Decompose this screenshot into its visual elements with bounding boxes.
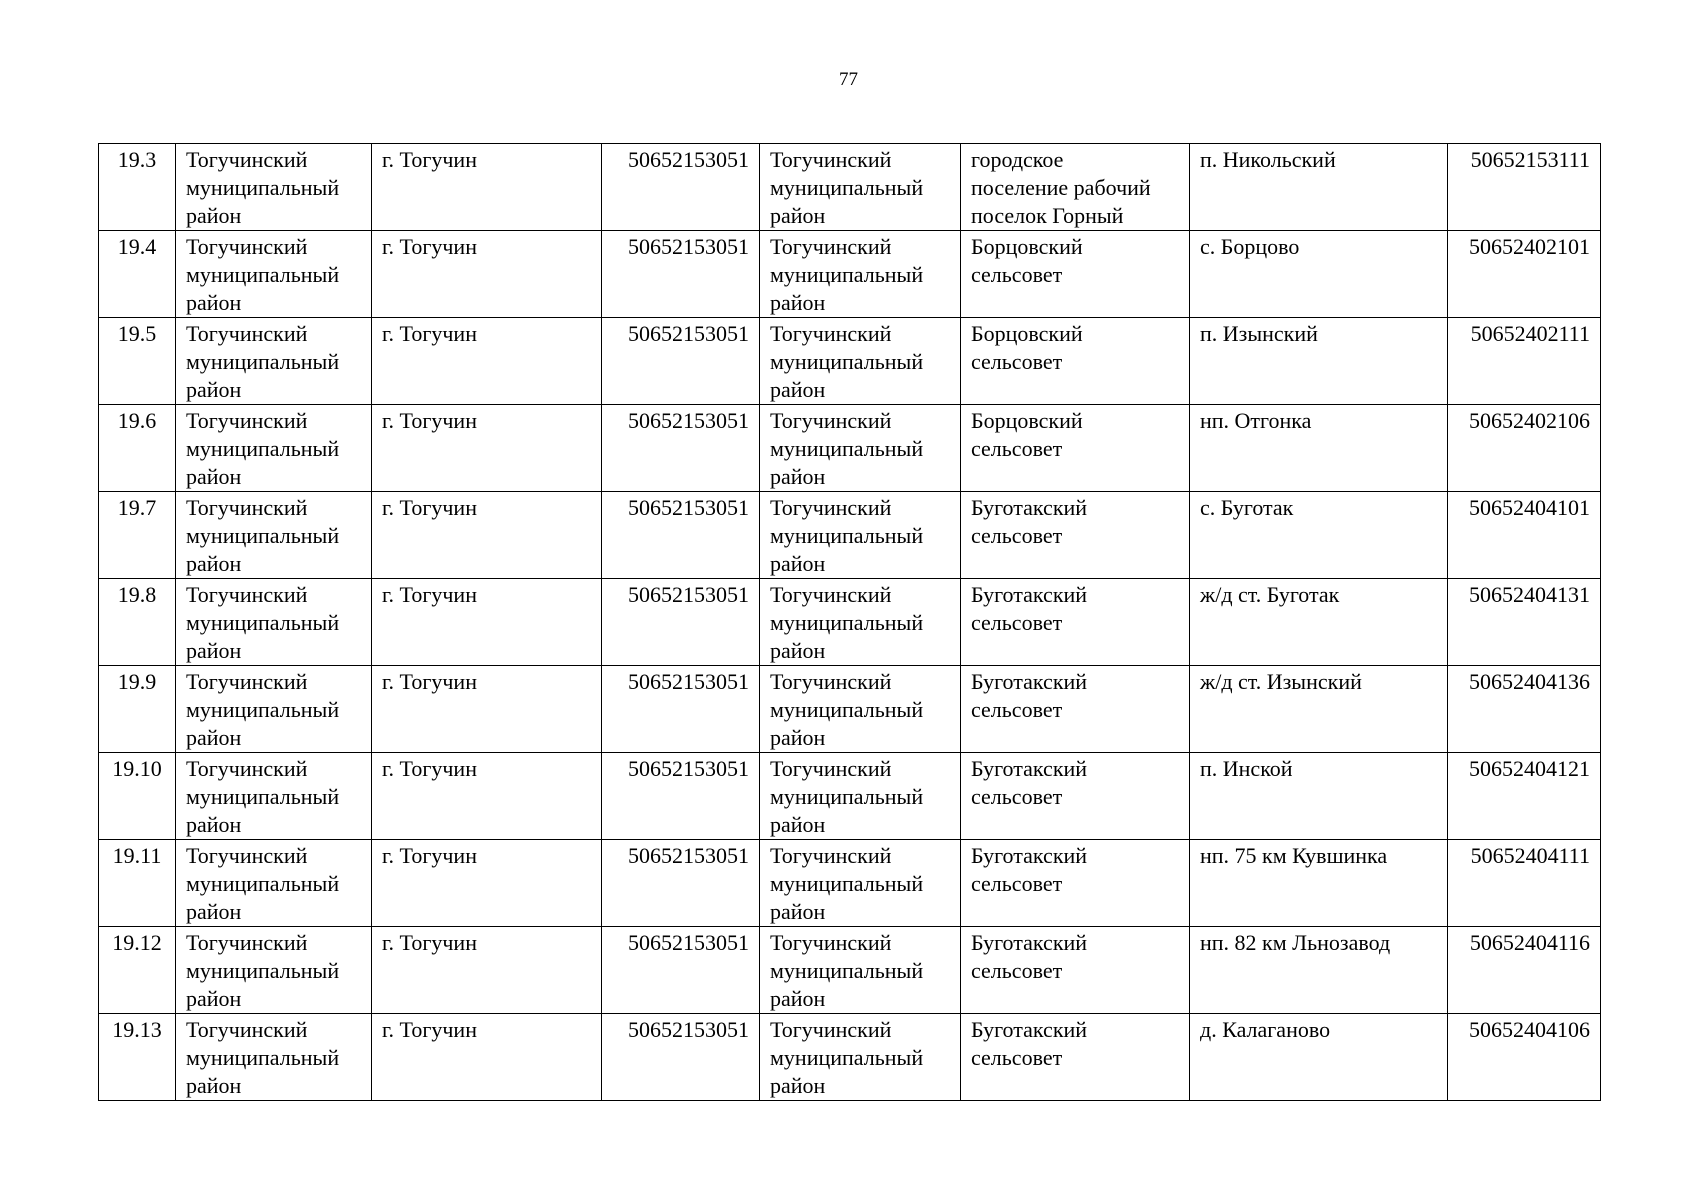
table-row [99, 405, 1601, 492]
table-row [99, 318, 1601, 405]
cell-text-line: Буготакский [971, 843, 1088, 868]
admin-center-code-cell [602, 1014, 760, 1101]
municipal-district-cell [760, 492, 961, 579]
cell-text-line: сельсовет [971, 871, 1063, 896]
cell-text-line: Борцовский [971, 234, 1083, 259]
cell-text: 19.3 [117, 147, 157, 172]
cell-text-line: район [186, 725, 242, 750]
admin-center-cell [372, 144, 602, 231]
cell-text: 50652404136 [1469, 669, 1590, 694]
table-row [99, 1014, 1601, 1101]
district-cell [176, 318, 372, 405]
cell-text: с. Борцово [1200, 234, 1300, 259]
municipal-district-cell [760, 666, 961, 753]
table-row [99, 231, 1601, 318]
row-number-cell [99, 1014, 176, 1101]
cell-text-line: муниципальный [186, 262, 340, 287]
district-cell [176, 579, 372, 666]
cell-text-line: Борцовский [971, 408, 1083, 433]
cell-text-line: Тогучинский [186, 669, 308, 694]
admin-center-cell [372, 492, 602, 579]
cell-text-line: Тогучинский [186, 234, 308, 259]
admin-center-cell [372, 405, 602, 492]
cell-text: г. Тогучин [382, 669, 477, 694]
cell-text-line: Тогучинский [770, 930, 892, 955]
cell-text-line: Тогучинский [186, 843, 308, 868]
locality-cell [1190, 318, 1448, 405]
cell-text-line: муниципальный [770, 523, 924, 548]
locality-code-cell [1448, 753, 1601, 840]
cell-text-line: муниципальный [770, 784, 924, 809]
locality-code-cell [1448, 231, 1601, 318]
cell-text-line: Тогучинский [186, 582, 308, 607]
cell-text-line: Тогучинский [770, 147, 892, 172]
cell-text-line: Тогучинский [186, 321, 308, 346]
cell-text-line: Тогучинский [770, 843, 892, 868]
admin-center-cell [372, 666, 602, 753]
cell-text-line: район [186, 551, 242, 576]
settlement-cell [961, 318, 1190, 405]
admin-center-code-cell [602, 753, 760, 840]
cell-text-line: сельсовет [971, 610, 1063, 635]
cell-text-line: Буготакский [971, 669, 1088, 694]
table-row [99, 753, 1601, 840]
cell-text-line: район [770, 464, 826, 489]
cell-text: г. Тогучин [382, 756, 477, 781]
municipal-district-cell [760, 753, 961, 840]
district-cell [176, 1014, 372, 1101]
cell-text: 19.10 [112, 756, 162, 781]
cell-text-line: район [770, 203, 826, 228]
cell-text-line: район [186, 290, 242, 315]
cell-text: 50652153051 [628, 843, 749, 868]
cell-text-line: Тогучинский [186, 408, 308, 433]
cell-text-line: район [770, 899, 826, 924]
cell-text-line: район [186, 812, 242, 837]
admin-center-cell [372, 1014, 602, 1101]
row-number-cell [99, 579, 176, 666]
cell-text: 50652402101 [1469, 234, 1590, 259]
settlement-cell [961, 144, 1190, 231]
settlement-cell [961, 231, 1190, 318]
cell-text-line: Тогучинский [770, 321, 892, 346]
locality-cell [1190, 405, 1448, 492]
cell-text: 50652404101 [1469, 495, 1590, 520]
municipal-district-cell [760, 405, 961, 492]
page-number: 77 [839, 69, 858, 90]
locality-code-cell [1448, 144, 1601, 231]
cell-text: д. Калаганово [1200, 1017, 1331, 1042]
cell-text: г. Тогучин [382, 321, 477, 346]
cell-text-line: сельсовет [971, 262, 1063, 287]
cell-text: 19.9 [117, 669, 157, 694]
locality-cell [1190, 492, 1448, 579]
cell-text-line: муниципальный [770, 871, 924, 896]
cell-text: 50652153051 [628, 756, 749, 781]
settlement-cell [961, 1014, 1190, 1101]
admin-center-cell [372, 840, 602, 927]
admin-center-cell [372, 231, 602, 318]
district-cell [176, 144, 372, 231]
cell-text-line: район [770, 551, 826, 576]
cell-text-line: район [186, 377, 242, 402]
cell-text-line: район [770, 725, 826, 750]
settlements-table [98, 143, 1601, 1101]
cell-text: 50652153051 [628, 408, 749, 433]
cell-text-line: район [770, 1073, 826, 1098]
cell-text-line: Тогучинский [770, 234, 892, 259]
cell-text: п. Инской [1200, 756, 1293, 781]
cell-text-line: муниципальный [186, 958, 340, 983]
locality-code-cell [1448, 927, 1601, 1014]
cell-text: 50652153051 [628, 930, 749, 955]
cell-text: 50652404111 [1470, 843, 1590, 868]
cell-text-line: муниципальный [186, 871, 340, 896]
admin-center-cell [372, 927, 602, 1014]
table-row [99, 666, 1601, 753]
cell-text: нп. Отгонка [1200, 408, 1312, 433]
cell-text-line: Буготакский [971, 495, 1088, 520]
cell-text-line: муниципальный [186, 349, 340, 374]
settlement-cell [961, 666, 1190, 753]
cell-text: 50652153051 [628, 321, 749, 346]
locality-code-cell [1448, 579, 1601, 666]
cell-text: г. Тогучин [382, 582, 477, 607]
cell-text-line: район [186, 899, 242, 924]
cell-text-line: Тогучинский [770, 756, 892, 781]
settlement-cell [961, 840, 1190, 927]
admin-center-code-cell [602, 840, 760, 927]
municipal-district-cell [760, 231, 961, 318]
cell-text: г. Тогучин [382, 408, 477, 433]
cell-text-line: район [186, 986, 242, 1011]
cell-text-line: поселение рабочий [971, 175, 1151, 200]
cell-text-line: сельсовет [971, 958, 1063, 983]
settlement-cell [961, 579, 1190, 666]
cell-text: 19.8 [117, 582, 157, 607]
district-cell [176, 492, 372, 579]
cell-text: 50652153051 [628, 234, 749, 259]
cell-text: нп. 75 км Кувшинка [1200, 843, 1388, 868]
cell-text: 19.12 [112, 930, 162, 955]
cell-text-line: муниципальный [186, 784, 340, 809]
row-number-cell [99, 144, 176, 231]
cell-text: 19.11 [112, 843, 162, 868]
locality-code-cell [1448, 318, 1601, 405]
cell-text-line: Тогучинский [186, 1017, 308, 1042]
cell-text-line: Тогучинский [770, 669, 892, 694]
cell-text-line: район [770, 638, 826, 663]
admin-center-code-cell [602, 231, 760, 318]
table-body [99, 144, 1601, 1101]
district-cell [176, 231, 372, 318]
admin-center-code-cell [602, 492, 760, 579]
locality-cell [1190, 579, 1448, 666]
cell-text: 19.5 [117, 321, 157, 346]
cell-text: 50652402106 [1469, 408, 1590, 433]
cell-text: г. Тогучин [382, 930, 477, 955]
cell-text: ж/д ст. Изынский [1200, 669, 1362, 694]
admin-center-code-cell [602, 405, 760, 492]
cell-text-line: муниципальный [770, 349, 924, 374]
locality-code-cell [1448, 1014, 1601, 1101]
row-number-cell [99, 405, 176, 492]
admin-center-code-cell [602, 144, 760, 231]
municipal-district-cell [760, 1014, 961, 1101]
cell-text: п. Никольский [1200, 147, 1336, 172]
locality-cell [1190, 927, 1448, 1014]
municipal-district-cell [760, 840, 961, 927]
cell-text-line: район [186, 464, 242, 489]
table-row [99, 927, 1601, 1014]
cell-text: 19.13 [112, 1017, 162, 1042]
admin-center-cell [372, 579, 602, 666]
district-cell [176, 927, 372, 1014]
locality-code-cell [1448, 492, 1601, 579]
settlement-cell [961, 753, 1190, 840]
municipal-district-cell [760, 927, 961, 1014]
cell-text-line: район [186, 1073, 242, 1098]
settlement-cell [961, 405, 1190, 492]
admin-center-cell [372, 318, 602, 405]
cell-text-line: район [186, 203, 242, 228]
admin-center-code-cell [602, 927, 760, 1014]
cell-text: г. Тогучин [382, 147, 477, 172]
cell-text-line: Тогучинский [186, 495, 308, 520]
cell-text: 50652153051 [628, 147, 749, 172]
cell-text: г. Тогучин [382, 495, 477, 520]
cell-text-line: муниципальный [186, 1045, 340, 1070]
admin-center-cell [372, 753, 602, 840]
cell-text: 50652153051 [628, 669, 749, 694]
cell-text-line: район [770, 986, 826, 1011]
admin-center-code-cell [602, 318, 760, 405]
cell-text-line: Тогучинский [770, 1017, 892, 1042]
cell-text: 50652153051 [628, 1017, 749, 1042]
cell-text-line: муниципальный [770, 610, 924, 635]
table-row [99, 492, 1601, 579]
row-number-cell [99, 231, 176, 318]
cell-text-line: сельсовет [971, 349, 1063, 374]
cell-text-line: муниципальный [770, 958, 924, 983]
locality-cell [1190, 666, 1448, 753]
cell-text-line: Буготакский [971, 756, 1088, 781]
cell-text-line: Борцовский [971, 321, 1083, 346]
cell-text: г. Тогучин [382, 234, 477, 259]
cell-text-line: муниципальный [186, 175, 340, 200]
cell-text: 50652404106 [1469, 1017, 1590, 1042]
cell-text: 50652153051 [628, 495, 749, 520]
cell-text-line: городское [971, 147, 1064, 172]
cell-text-line: район [770, 377, 826, 402]
cell-text-line: муниципальный [770, 262, 924, 287]
settlement-cell [961, 927, 1190, 1014]
cell-text-line: муниципальный [186, 436, 340, 461]
cell-text: 50652153111 [1470, 147, 1590, 172]
cell-text-line: Тогучинский [770, 582, 892, 607]
table-row [99, 840, 1601, 927]
cell-text: 19.6 [117, 408, 157, 433]
row-number-cell [99, 927, 176, 1014]
row-number-cell [99, 492, 176, 579]
district-cell [176, 405, 372, 492]
locality-code-cell [1448, 405, 1601, 492]
admin-center-code-cell [602, 666, 760, 753]
cell-text-line: поселок Горный [971, 203, 1124, 228]
cell-text: г. Тогучин [382, 1017, 477, 1042]
cell-text-line: сельсовет [971, 697, 1063, 722]
cell-text: нп. 82 км Льнозавод [1200, 930, 1391, 955]
cell-text: г. Тогучин [382, 843, 477, 868]
cell-text: 50652404131 [1469, 582, 1590, 607]
locality-cell [1190, 753, 1448, 840]
cell-text-line: муниципальный [770, 1045, 924, 1070]
cell-text-line: район [770, 290, 826, 315]
cell-text-line: Буготакский [971, 1017, 1088, 1042]
locality-cell [1190, 144, 1448, 231]
locality-code-cell [1448, 840, 1601, 927]
district-cell [176, 753, 372, 840]
cell-text: 50652404121 [1469, 756, 1590, 781]
cell-text: п. Изынский [1200, 321, 1318, 346]
cell-text-line: Буготакский [971, 582, 1088, 607]
cell-text-line: муниципальный [186, 523, 340, 548]
table-row [99, 579, 1601, 666]
cell-text-line: Буготакский [971, 930, 1088, 955]
municipal-district-cell [760, 318, 961, 405]
locality-cell [1190, 1014, 1448, 1101]
municipal-district-cell [760, 579, 961, 666]
locality-cell [1190, 231, 1448, 318]
cell-text: 19.4 [117, 234, 157, 259]
row-number-cell [99, 318, 176, 405]
cell-text-line: сельсовет [971, 784, 1063, 809]
cell-text: 50652404116 [1469, 930, 1590, 955]
cell-text-line: Тогучинский [186, 930, 308, 955]
row-number-cell [99, 753, 176, 840]
row-number-cell [99, 666, 176, 753]
locality-cell [1190, 840, 1448, 927]
cell-text-line: сельсовет [971, 436, 1063, 461]
cell-text-line: муниципальный [186, 610, 340, 635]
cell-text-line: муниципальный [770, 175, 924, 200]
cell-text-line: Тогучинский [186, 147, 308, 172]
district-cell [176, 840, 372, 927]
locality-code-cell [1448, 666, 1601, 753]
cell-text: 50652402111 [1470, 321, 1590, 346]
row-number-cell [99, 840, 176, 927]
settlement-cell [961, 492, 1190, 579]
cell-text-line: район [186, 638, 242, 663]
cell-text: ж/д ст. Буготак [1200, 582, 1340, 607]
cell-text: 50652153051 [628, 582, 749, 607]
cell-text-line: муниципальный [770, 697, 924, 722]
cell-text-line: сельсовет [971, 1045, 1063, 1070]
cell-text-line: сельсовет [971, 523, 1063, 548]
cell-text-line: муниципальный [770, 436, 924, 461]
municipal-district-cell [760, 144, 961, 231]
admin-center-code-cell [602, 579, 760, 666]
cell-text-line: Тогучинский [770, 495, 892, 520]
district-cell [176, 666, 372, 753]
cell-text-line: район [770, 812, 826, 837]
cell-text-line: муниципальный [186, 697, 340, 722]
table-row [99, 144, 1601, 231]
cell-text: с. Буготак [1200, 495, 1294, 520]
cell-text: 19.7 [117, 495, 157, 520]
cell-text-line: Тогучинский [770, 408, 892, 433]
cell-text-line: Тогучинский [186, 756, 308, 781]
